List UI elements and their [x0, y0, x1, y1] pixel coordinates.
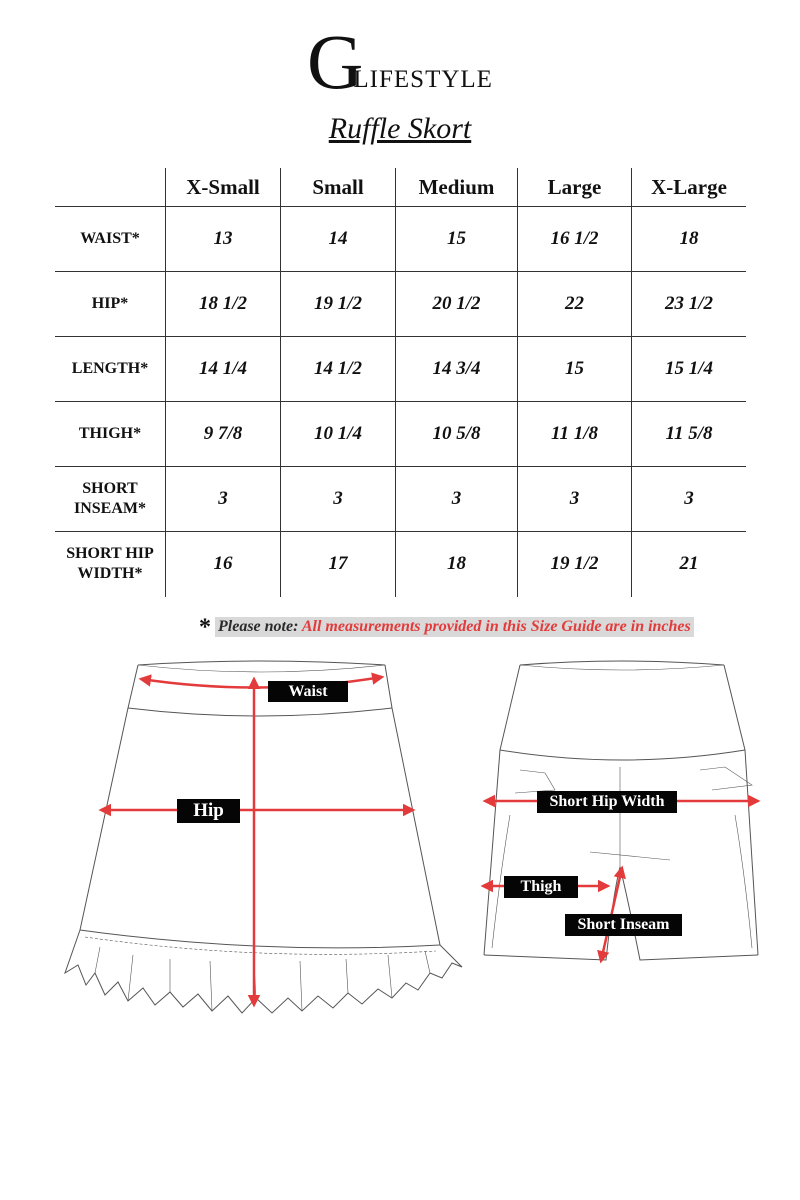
table-cell: 18 1/2 [166, 272, 281, 337]
table-cell: 9 7/8 [166, 402, 281, 467]
table-cell: 14 1/4 [166, 337, 281, 402]
table-cell: 22 [518, 272, 632, 337]
measurement-note [199, 615, 694, 639]
table-cell: 20 1/2 [396, 272, 518, 337]
skirt-drawing [65, 661, 462, 1013]
short-inseam-label: Short Inseam [565, 914, 682, 936]
table-cell: 15 1/4 [632, 337, 747, 402]
table-cell: 11 1/8 [518, 402, 632, 467]
column-header: Medium [396, 168, 518, 207]
waist-label: Waist [268, 681, 348, 702]
skirt-measure-lines [101, 677, 413, 1005]
brand-word: LIFESTYLE [353, 66, 493, 93]
hip-label: Hip [177, 799, 240, 823]
table-cell: 19 1/2 [518, 532, 632, 597]
short-hip-width-label: Short Hip Width [537, 791, 677, 813]
table-cell: 15 [396, 207, 518, 272]
note-asterisk: * [199, 614, 211, 641]
table-cell: 18 [632, 207, 747, 272]
garment-diagrams [0, 655, 800, 1025]
table-cell: 10 1/4 [281, 402, 396, 467]
table-row [55, 337, 746, 402]
table-cell: 3 [632, 467, 747, 532]
table-cell: 16 1/2 [518, 207, 632, 272]
table-cell: 23 1/2 [632, 272, 747, 337]
thigh-label: Thigh [504, 876, 578, 898]
column-header: Small [281, 168, 396, 207]
column-header: Large [518, 168, 632, 207]
row-label: THIGH* [55, 402, 166, 467]
table-cell: 3 [396, 467, 518, 532]
row-label: SHORT HIP WIDTH* [55, 532, 166, 597]
table-cell: 18 [396, 532, 518, 597]
table-row [55, 467, 746, 532]
table-cell: 17 [281, 532, 396, 597]
page-title: Ruffle Skort [328, 112, 472, 145]
note-label: Please note: [218, 618, 299, 635]
row-label: LENGTH* [55, 337, 166, 402]
column-header: X-Small [166, 168, 281, 207]
brand-initial: G [307, 18, 362, 105]
table-cell: 11 5/8 [632, 402, 747, 467]
brand-logo [0, 18, 800, 105]
table-cell: 19 1/2 [281, 272, 396, 337]
table-cell: 13 [166, 207, 281, 272]
table-cell: 10 5/8 [396, 402, 518, 467]
table-cell: 3 [166, 467, 281, 532]
table-cell: 14 3/4 [396, 337, 518, 402]
table-row [55, 207, 746, 272]
size-chart-table [55, 168, 746, 597]
row-label: HIP* [55, 272, 166, 337]
table-row [55, 402, 746, 467]
table-cell: 16 [166, 532, 281, 597]
table-cell: 21 [632, 532, 747, 597]
table-cell: 15 [518, 337, 632, 402]
table-header-row [55, 168, 746, 207]
table-cell: 3 [518, 467, 632, 532]
table-cell: 14 [281, 207, 396, 272]
row-label: SHORT INSEAM* [55, 467, 166, 532]
row-label: WAIST* [80, 230, 140, 247]
note-highlight [215, 617, 694, 637]
table-cell: 3 [281, 467, 396, 532]
table-cell: 14 1/2 [281, 337, 396, 402]
corner-cell [55, 168, 166, 207]
table-row [55, 272, 746, 337]
table-row [55, 532, 746, 597]
column-header: X-Large [632, 168, 747, 207]
note-text: All measurements provided in this Size Guide are in inches [301, 618, 691, 635]
